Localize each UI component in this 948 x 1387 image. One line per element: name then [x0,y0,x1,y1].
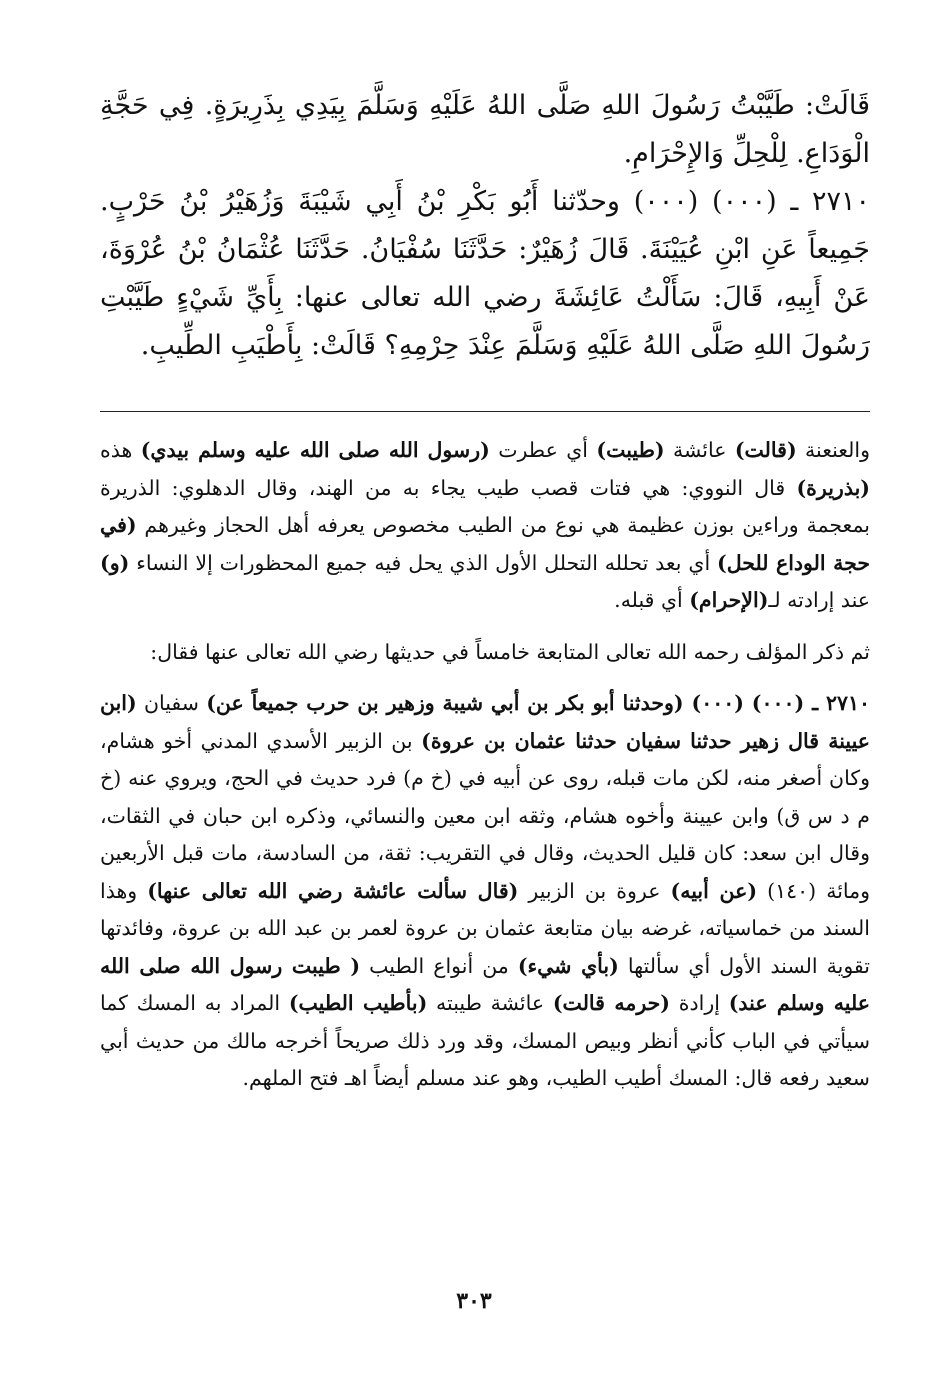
commentary-text: هذه [100,438,141,462]
hadith-paragraph-1: قَالَتْ: طَيَّبْتُ رَسُولَ اللهِ صَلَّى اللهُ عَلَيْهِ وَسَلَّمَ بِيَدِي بِذَرِيرَةٍ. فِي حَجَّةِ الْوَدَاعِ. لِلْحِلِّ وَالإِحْرَامِ. [100,90,870,169]
commentary-text: سفيان [136,691,207,715]
commentary-bold-quote: (قالت) [734,438,797,462]
commentary-paragraph-1 [100,432,870,620]
page-number: ٣٠٣ [456,1288,492,1314]
commentary-bold-quote: (قال سألت عائشة رضي الله تعالى عنها) [147,878,519,903]
commentary-bold-quote: (رسول الله صلى الله عليه وسلم بيدي) [140,438,490,462]
commentary-block [100,432,870,1112]
commentary-bold-quote: (حرمه قالت) [552,991,671,1015]
commentary-paragraph-2: ثم ذكر المؤلف رحمه الله تعالى المتابعة خامساً في حديثها رضي الله تعالى عنها فقال: [150,639,870,664]
hadith-text-block [100,82,870,370]
commentary-text: قال النووي: هي فتات قصب طيب يجاء به من الهند، وقال الدهلوي: الذريرة بمعجمة وراءين بوزن عظيمة هي نوع من الطيب مخصوص يعرفه أهل الحجاز وغيرهم [100,475,870,537]
commentary-text: أي قبله. [614,588,690,612]
commentary-bold-quote: (بأي شيء) [517,953,619,978]
commentary-text: أي عطرت [489,438,597,462]
commentary-bold-quote: (و) [100,550,130,575]
commentary-text: عائشة [664,438,735,462]
hadith-paragraph-2: ٢٧١٠ ـ (٠٠٠) (٠٠٠) وحدّثنا أَبُو بَكْرِ بْنُ أَبِي شَيْبَةَ وَزُهَيْرُ بْنُ حَرْبٍ. جَمِيعاً عَنِ ابْنِ عُيَيْنَةَ. قَالَ زُهَيْرٌ: حَدَّثَنَا سُفْيَانُ. حَدَّثَنَا عُثْمَانُ بْنُ عُرْوَةَ، عَنْ أَبِيهِ، قَالَ: سَأَلْتُ عَائِشَةَ رضي الله تعالى عنها: بِأَيِّ شَيْءٍ طَيَّبْتِ رَسُولَ اللهِ صَلَّى اللهُ عَلَيْهِ وَسَلَّمَ عِنْدَ حِرْمِهِ؟ قَالَتْ: بِأَطْيَبِ الطِّيبِ. [100,186,871,361]
commentary-bold-quote: (عن أبيه) [670,878,758,903]
commentary-text: عند إرادته لـ [768,588,870,612]
commentary-paragraph-3 [100,685,870,1098]
commentary-text: أي بعد تحلله التحلل الأول الذي يحل فيه جميع المحظورات إلا النساء [129,550,718,575]
commentary-text: وهذا السند من خماسياته، غرضه بيان متابعة عثمان بن عروة لعمر بن عبد الله بن عروة، وفائدتها تقوية السند الأول أي سألتها [100,878,870,978]
commentary-bold-quote: (في حجة الوداع للحل) [100,513,870,575]
commentary-text: والعنعنة [796,438,871,462]
commentary-bold-quote: (الإحرام) [689,588,769,612]
commentary-text: بن الزبير الأسدي المدني أخو هشام، وكان أصغر منه، لكن مات قبله، روى عن أبيه في (خ م) فرد حديث في الحج، ويروي عنه (خ م د س ق) وابن عيينة وأخوه هشام، وثقه ابن معين والنسائي، وذكره ابن حبان في الثقات، وقال ابن سعد: كان قليل الحديث، وقال في التقريب: ثقة، من السادسة، مات قبل الأربعين ومائة (١٤٠) [100,728,871,903]
commentary-text: عائشة طيبته [427,991,553,1015]
commentary-bold-quote: (ابن عيينة قال زهير حدثنا سفيان حدثنا عثمان بن عروة) [100,691,870,753]
commentary-bold-quote: (بأطيب الطيب) [288,991,428,1015]
footnote-divider [100,411,870,412]
commentary-bold-quote: ( طيبت رسول الله صلى الله عليه وسلم عند) [100,953,871,1015]
commentary-text: من أنواع الطيب [360,953,518,978]
commentary-bold-quote: (بذريرة) [796,475,870,500]
commentary-text: إرادة [670,991,729,1015]
commentary-bold-quote: ٢٧١٠ ـ (٠٠٠) (٠٠٠) (وحدثنا أبو بكر بن أبي شيبة وزهير بن حرب جميعاً عن) [206,691,870,715]
commentary-bold-quote: (طيبت) [596,438,665,462]
commentary-text: عروة بن الزبير [518,878,671,903]
commentary-text: المراد به المسك كما سيأتي في الباب كأني أنظر وبيص المسك، وقد ورد ذلك صريحاً أخرجه مالك من حديث أبي سعيد رفعه قال: المسك أطيب الطيب، وهو عند مسلم أيضاً اهـ فتح الملهم. [100,991,870,1090]
